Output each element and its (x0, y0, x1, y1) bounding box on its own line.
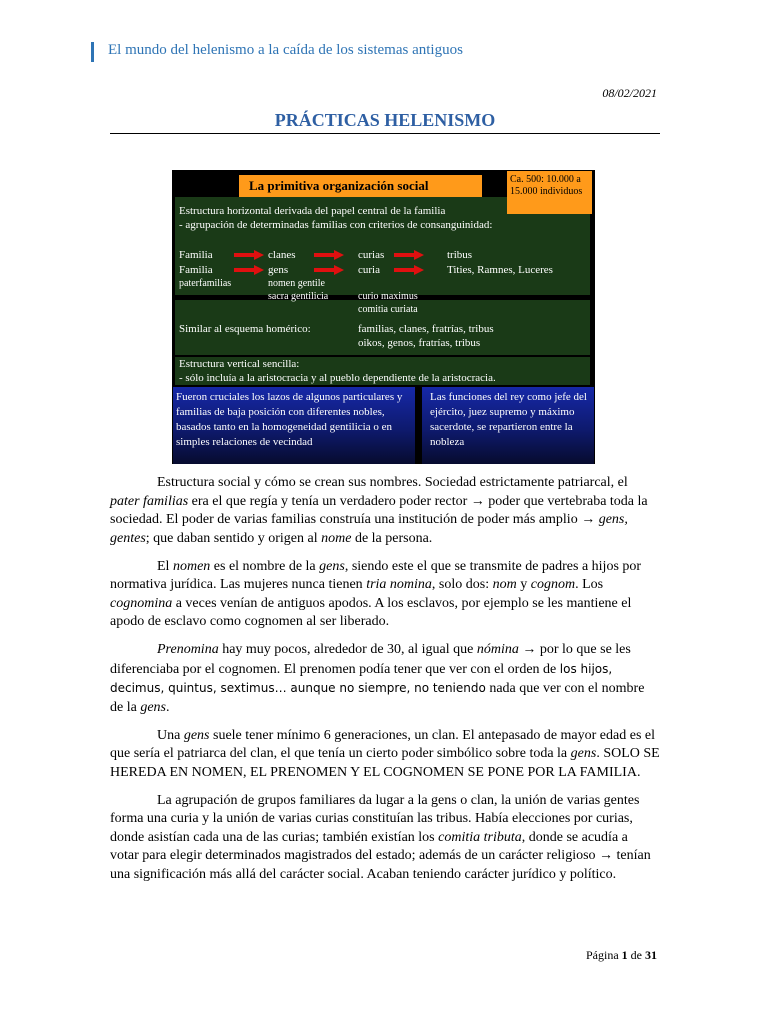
slide-vertical-2: - sólo incluía a la aristocracia y al pueblo dependiente de la aristocracia. (179, 372, 496, 384)
slide-blue-left-text: Fueron cruciales los lazos de algunos particulares y familias de baja posición con diferentes nobles, basados tanto en la homogeneidad gentilicia o en simples relaciones de vecindad (176, 391, 403, 448)
title-underline (110, 133, 660, 134)
red-arrow-icon (394, 265, 424, 275)
slide-row1-col2: clanes (268, 249, 296, 261)
slide-row2-col2: gens (268, 264, 289, 276)
paragraph: Prenomina hay muy pocos, alrededor de 30, al igual que nómina → por lo que se les diferenciaba por el cognomen. El prenomen podía tener que ver con el orden de los hijos, decimus, quintus, sextimus… aunque no siempre, no teniendo nada que ver con el nombre de la gens. (110, 642, 645, 715)
red-arrow-icon (234, 265, 264, 275)
body-text (110, 474, 660, 894)
paragraph: La agrupación de grupos familiares da lugar a la gens o clan, la unión de varias gentes forma una curia y la unión de varias curias constituían las tribus. Había elecciones por curias, donde asistían cada una de las curias; también existían los comitia tributa, donde se acudía a votar para elegir determinados magistrados del estado; además de un carácter religioso → tenían una significación más allá del carácter social. Acaban teniendo carácter jurídico y político. (110, 792, 651, 882)
slide-row3-col2b: sacra gentilicia (268, 291, 329, 302)
slide-row2-col3: curia (358, 264, 380, 276)
paragraph: Estructura social y cómo se crean sus nombres. Sociedad estrictamente patriarcal, el pater familias era el que regía y tenía un verdadero poder rector → poder que vertebraba toda la sociedad. El poder de varias familias construía una institución de poder más amplio → gens, gentes; que daban sentido y origen al nome de la persona. (110, 475, 648, 546)
slide-row1-col4: tribus (447, 249, 473, 261)
red-arrow-icon (234, 250, 264, 260)
red-arrow-icon (314, 265, 344, 275)
document-date: 08/02/2021 (602, 86, 657, 100)
page-footer: Página 1 de 31 (586, 948, 657, 962)
document-title: PRÁCTICAS HELENISMO (274, 110, 496, 130)
paragraph: Una gens suele tener mínimo 6 generaciones, un clan. El antepasado de mayor edad es el que sería el patriarca del clan, el que tenía un cierto poder simbólico sobre toda la gens. SOLO SE HEREDA EN NOMEN, EL PRENOMEN Y EL COGNOMEN SE PONE POR LA FAMILIA. (110, 727, 660, 780)
slide-blue-right-text: Las funciones del rey como jefe del ejército, juez supremo y máximo sacerdote, se repartieron entre la nobleza (430, 391, 587, 448)
slide-row2-col1: Familia (179, 264, 213, 276)
red-arrow-icon (394, 250, 424, 260)
slide-line-1: Estructura horizontal derivada del papel central de la familia (179, 205, 446, 217)
slide-row2-col4: Tities, Ramnes, Luceres (447, 264, 553, 276)
slide-homeric-b: oikos, genos, fratrías, tribus (358, 337, 481, 349)
slide-homeric-label: Similar al esquema homérico: (179, 323, 311, 335)
arrow-right-icon: → (470, 493, 485, 509)
current-page: 1 (621, 948, 628, 962)
slide-homeric-a: familias, clanes, fratrías, tribus (358, 323, 494, 335)
slide-row1-col3: curias (358, 249, 385, 261)
slide-line-2: - agrupación de determinadas familias con criterios de consanguinidad: (179, 219, 493, 231)
slide-side-note: Ca. 500: 10.000 a 15.000 individuos (507, 171, 592, 214)
arrow-right-icon: → (522, 642, 537, 657)
slide-row3-col1: paterfamilias (179, 278, 232, 289)
arrow-right-icon: → (599, 848, 614, 863)
total-pages: 31 (645, 948, 657, 962)
slide-row3-col3a: curio maximus (358, 291, 418, 302)
red-arrow-icon (314, 250, 344, 260)
header-accent-bar (91, 42, 94, 62)
slide-vertical-1: Estructura vertical sencilla: (179, 358, 300, 370)
slide-row3-col3b: comitia curiata (358, 304, 418, 315)
running-header: El mundo del helenismo a la caída de los sistemas antiguos (108, 42, 463, 58)
slide-title: La primitiva organización social (239, 175, 482, 197)
slide-row3-col2a: nomen gentile (268, 278, 325, 289)
paragraph: El nomen es el nombre de la gens, siendo este el que se transmite de padres a hijos por normativa jurídica. Las mujeres nunca tienen tria nomina, solo dos: nom y cognom. Los cognomina a veces venían de antiguos apodos. A los esclavos, por ejemplo se les mantiene el apodo de esclavo como cognomen al ser liberado. (110, 558, 642, 629)
arrow-right-icon: → (581, 512, 596, 527)
slide-row1-col1: Familia (179, 249, 213, 261)
slide-image (172, 170, 595, 464)
